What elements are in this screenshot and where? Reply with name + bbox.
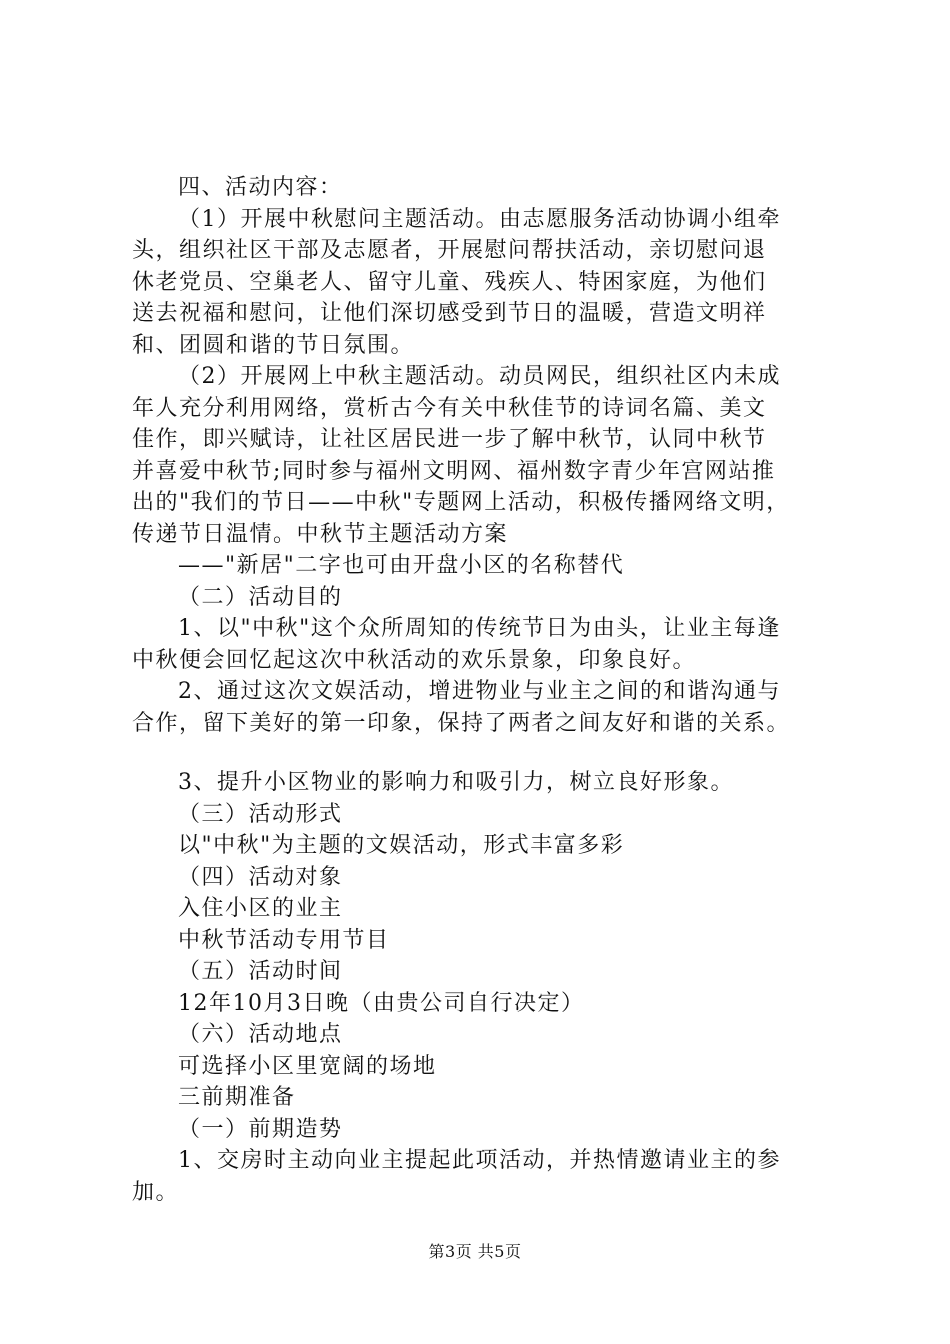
paragraph-line: 中秋节活动专用节目 bbox=[178, 927, 390, 953]
section-heading: 三前期准备 bbox=[178, 1085, 296, 1110]
paragraph-line: 中秋便会回忆起这次中秋活动的欢乐景象，印象良好。 bbox=[132, 647, 697, 673]
paragraph-line: 2、通过这次文娱活动，增进物业与业主之间的和谐沟通与 bbox=[178, 679, 781, 704]
paragraph-line: 1、交房时主动向业主提起此项活动，并热情邀请业主的参 bbox=[178, 1148, 781, 1173]
paragraph-line: ——"新居"二字也可由开盘小区的名称替代 bbox=[178, 553, 625, 578]
paragraph-line: 和、团圆和谐的节日氛围。 bbox=[132, 332, 415, 358]
paragraph-line: 1、以"中秋"这个众所周知的传统节日为由头，让业主每逢 bbox=[178, 616, 781, 641]
paragraph-line: 3、提升小区物业的影响力和吸引力，树立良好形象。 bbox=[178, 770, 734, 795]
paragraph-line: 头，组织社区干部及志愿者，开展慰问帮扶活动，亲切慰问退 bbox=[132, 238, 767, 263]
paragraph-line: 加。 bbox=[132, 1179, 180, 1205]
paragraph-line: 年人充分利用网络，赏析古今有关中秋佳节的诗词名篇、美文 bbox=[132, 395, 767, 421]
paragraph-line: 可选择小区里宽阔的场地 bbox=[178, 1053, 437, 1079]
paragraph-line: 四、活动内容： bbox=[178, 175, 343, 200]
paragraph-line: 佳作，即兴赋诗，让社区居民进一步了解中秋节，认同中秋节 bbox=[132, 427, 767, 452]
paragraph-line: 入住小区的业主 bbox=[178, 896, 343, 921]
paragraph-line: （1）开展中秋慰问主题活动。由志愿服务活动协调小组牵 bbox=[178, 206, 781, 232]
paragraph-line: 出的"我们的节日——中秋"专题网上活动，积极传播网络文明， bbox=[132, 490, 790, 515]
paragraph-line: 送去祝福和慰问，让他们深切感受到节日的温暖，营造文明祥 bbox=[132, 301, 767, 326]
section-heading: （三）活动形式 bbox=[178, 801, 343, 827]
document-body bbox=[132, 172, 832, 1208]
section-heading: （六）活动地点 bbox=[178, 1022, 343, 1047]
paragraph-line: （2）开展网上中秋主题活动。动员网民，组织社区内未成 bbox=[178, 364, 781, 389]
paragraph-line: 合作，留下美好的第一印象，保持了两者之间友好和谐的关系。 bbox=[132, 710, 791, 736]
section-heading: （四）活动对象 bbox=[178, 864, 343, 890]
paragraph-line: 12年10月3日晚（由贵公司自行决定） bbox=[178, 990, 585, 1016]
page-footer: 第3页 共5页 bbox=[428, 1242, 522, 1261]
paragraph-spacer bbox=[132, 739, 832, 767]
paragraph-line: 以"中秋"为主题的文娱活动，形式丰富多彩 bbox=[178, 833, 625, 858]
section-heading: （二）活动目的 bbox=[178, 584, 343, 610]
section-heading: （一）前期造势 bbox=[178, 1116, 343, 1142]
section-heading: （五）活动时间 bbox=[178, 959, 343, 984]
paragraph-line: 传递节日温情。中秋节主题活动方案 bbox=[132, 521, 509, 547]
paragraph-line: 并喜爱中秋节;同时参与福州文明网、福州数字青少年宫网站推 bbox=[132, 458, 776, 484]
paragraph-line: 休老党员、空巢老人、留守儿童、残疾人、特困家庭，为他们 bbox=[132, 269, 767, 295]
